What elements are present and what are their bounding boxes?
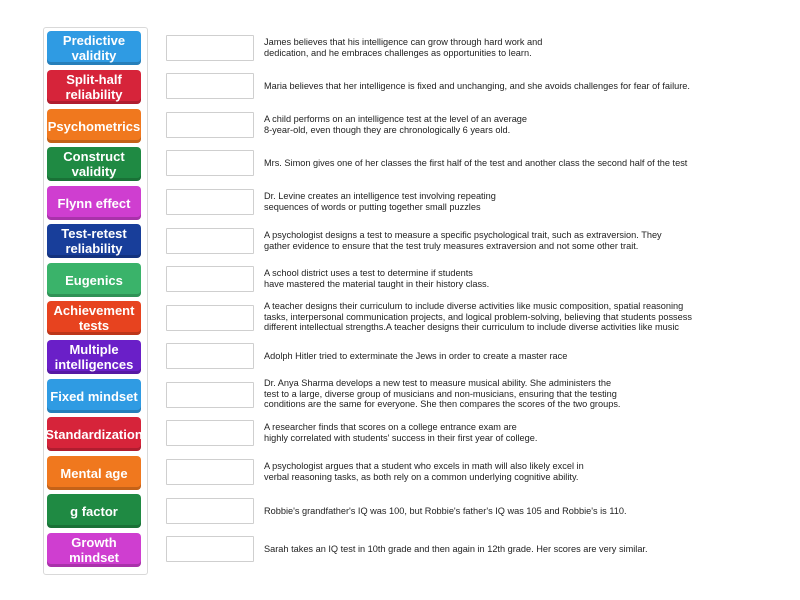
tile-mental-age[interactable] (47, 456, 141, 490)
drop-zone[interactable] (166, 382, 254, 408)
tile-fixed-mindset[interactable] (47, 379, 141, 413)
clue-text: Maria believes that her intelligence is fixed and unchanging, and she avoids challenges for fear of failure. (264, 81, 690, 91)
drop-zone[interactable] (166, 228, 254, 254)
clue-text: Mrs. Simon gives one of her classes the first half of the test and another class the second half of the test (264, 158, 688, 168)
tile-split-half-reliability[interactable] (47, 70, 141, 104)
clue-text: Sarah takes an IQ test in 10th grade and then again in 12th grade. Her scores are very similar. (264, 544, 648, 554)
clue-text: James believes that his intelligence can grow through hard work and dedication, and he embraces challenges as opportunities to learn. (264, 37, 543, 58)
tile-label: Eugenics (65, 272, 123, 288)
tile-standardization[interactable] (47, 417, 141, 451)
tile-achievement-tests[interactable] (47, 301, 141, 335)
tile-eugenics[interactable] (47, 263, 141, 297)
drop-zone[interactable] (166, 112, 254, 138)
clue-text: A school district uses a test to determine if students have mastered the material taught in their history class. (264, 268, 490, 289)
tile-label: Multiple intelligences (54, 342, 134, 372)
clue-text: A psychologist argues that a student who excels in math will also likely excel in verbal reasoning tasks, as both rely on a common underlying cognitive ability. (264, 461, 584, 482)
clue-text: A child performs on an intelligence test at the level of an average 8-year-old, even though they are chronologically 6 years old. (264, 114, 528, 135)
tile-label: Psychometrics (47, 118, 141, 134)
tile-label: Growth mindset (69, 535, 119, 565)
drop-zone[interactable] (166, 305, 254, 331)
clue-text: Dr. Anya Sharma develops a new test to measure musical ability. She administers the test to a large, diverse group of musicians and non-musicians, ensuring that the testing conditions are the same for everyone. She then compares the scores of the two groups. (264, 378, 621, 410)
tile-label: Split-half reliability (65, 72, 123, 102)
clue-text: A psychologist designs a test to measure a specific psychological trait, such as extraversion. They gather evidence to ensure that the test truly measures extraversion and not some other trait. (264, 230, 662, 251)
tile-growth-mindset[interactable] (47, 533, 141, 567)
drop-zone[interactable] (166, 150, 254, 176)
tile-label: Test-retest reliability (61, 226, 127, 256)
tile-psychometrics[interactable] (47, 109, 141, 143)
drop-zone[interactable] (166, 189, 254, 215)
drop-zone[interactable] (166, 536, 254, 562)
clue-text: Adolph Hitler tried to exterminate the Jews in order to create a master race (264, 351, 568, 361)
tile-test-retest-reliability[interactable] (47, 224, 141, 258)
drop-zone[interactable] (166, 420, 254, 446)
tile-g-factor[interactable] (47, 494, 141, 528)
tile-label: Flynn effect (57, 195, 131, 211)
clue-text: A teacher designs their curriculum to include diverse activities like music composition, spatial reasoning tasks, interpersonal communication projects, and logical problem-solving, believing that students possess different intellectual strengths.A teacher designs their curriculum to include diverse activities like music (264, 301, 692, 333)
tile-label: g factor (70, 503, 118, 519)
clue-text: Dr. Levine creates an intelligence test involving repeating sequences of words or putting together small puzzles (264, 191, 496, 212)
tile-flynn-effect[interactable] (47, 186, 141, 220)
drop-zone[interactable] (166, 343, 254, 369)
clue-text: Robbie's grandfather's IQ was 100, but Robbie's father's IQ was 105 and Robbie's is 110. (264, 506, 627, 516)
tile-label: Mental age (60, 465, 128, 481)
drop-zone[interactable] (166, 35, 254, 61)
drop-zone[interactable] (166, 459, 254, 485)
tile-predictive-validity[interactable] (47, 31, 141, 65)
tile-multiple-intelligences[interactable] (47, 340, 141, 374)
drop-zone[interactable] (166, 498, 254, 524)
tile-label: Predictive validity (62, 33, 126, 63)
tile-label: Fixed mindset (50, 388, 138, 404)
drop-zone[interactable] (166, 73, 254, 99)
tile-label: Achievement tests (53, 303, 135, 333)
clue-text: A researcher finds that scores on a college entrance exam are highly correlated with students' success in their first year of college. (264, 422, 538, 443)
drop-zone[interactable] (166, 266, 254, 292)
tile-construct-validity[interactable] (47, 147, 141, 181)
tile-label: Standardization (45, 426, 143, 442)
tile-label: Construct validity (63, 149, 125, 179)
